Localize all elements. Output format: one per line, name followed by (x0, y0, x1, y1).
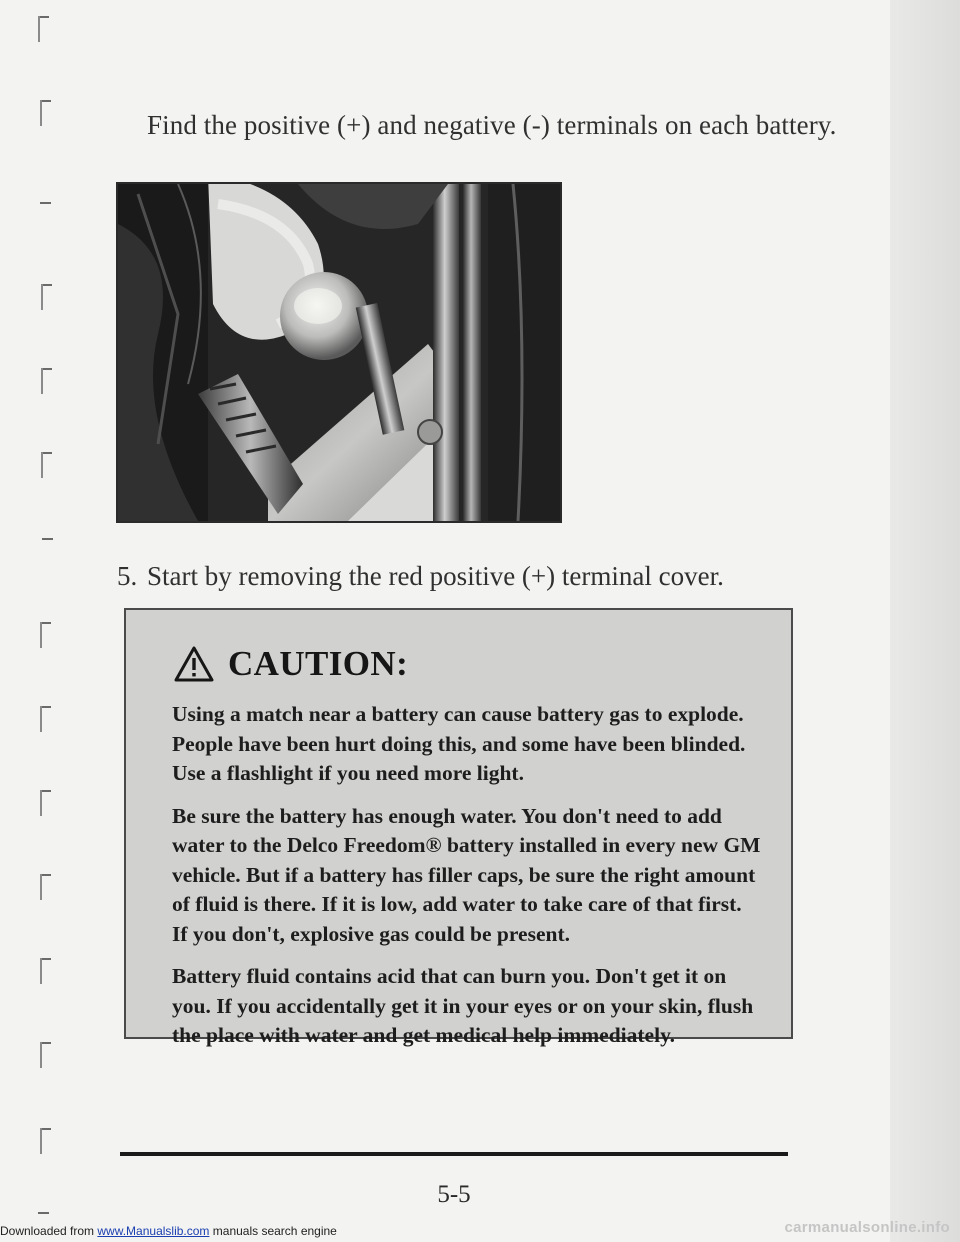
footer-prefix: Downloaded from (0, 1224, 98, 1238)
warning-triangle-icon (174, 646, 214, 682)
caution-paragraph-3: Battery fluid contains acid that can burn you. Don't get it on you. If you accidentally get it in your eyes or on your skin, flush the place with water and get medical help immediately. (172, 964, 754, 1047)
step-number: 5. (117, 561, 138, 591)
battery-photo-image (118, 184, 560, 521)
margin-mark (40, 706, 51, 708)
margin-mark (40, 622, 51, 624)
battery-terminal-photo (116, 182, 562, 523)
margin-mark (41, 284, 52, 286)
margin-mark (40, 958, 51, 960)
margin-mark (40, 874, 51, 876)
margin-mark (41, 452, 52, 454)
margin-mark (41, 368, 52, 370)
watermark: carmanualsonline.info (784, 1219, 950, 1236)
margin-mark (40, 1128, 51, 1130)
caution-paragraph-2: Be sure the battery has enough water. You don't need to add water to the Delco Freedom® battery installed in every new GM vehicle. But if a battery has filler caps, be sure the right amount of fluid is there. If it is low, add water to take care of that first. If you don't, explosive gas could be present. (172, 803, 761, 946)
footer-suffix: manuals search engine (209, 1224, 337, 1238)
step-text: Start by removing the red positive (+) terminal cover. (147, 561, 724, 591)
page-edge-shade (890, 0, 960, 1242)
margin-mark (38, 1212, 49, 1214)
manualslib-link[interactable]: www.Manualslib.com (97, 1224, 210, 1238)
caution-title: CAUTION: (228, 644, 409, 683)
margin-mark (40, 1042, 51, 1044)
caution-paragraph-1: Using a match near a battery can cause battery gas to explode. People have been hurt doing this, and some have been blinded. Use a flashlight if you need more light. (172, 702, 746, 785)
page-number: 5-5 (437, 1181, 471, 1208)
margin-mark (42, 538, 53, 540)
margin-mark (40, 202, 51, 204)
footer-rule (120, 1152, 788, 1156)
download-footer (0, 1224, 337, 1238)
margin-mark (40, 100, 51, 102)
margin-mark (40, 790, 51, 792)
caution-header (174, 634, 761, 694)
margin-mark (38, 16, 49, 18)
intro-text: Find the positive (+) and negative (-) terminals on each battery. (147, 110, 837, 140)
step-5 (117, 561, 817, 592)
caution-box (124, 608, 793, 1047)
